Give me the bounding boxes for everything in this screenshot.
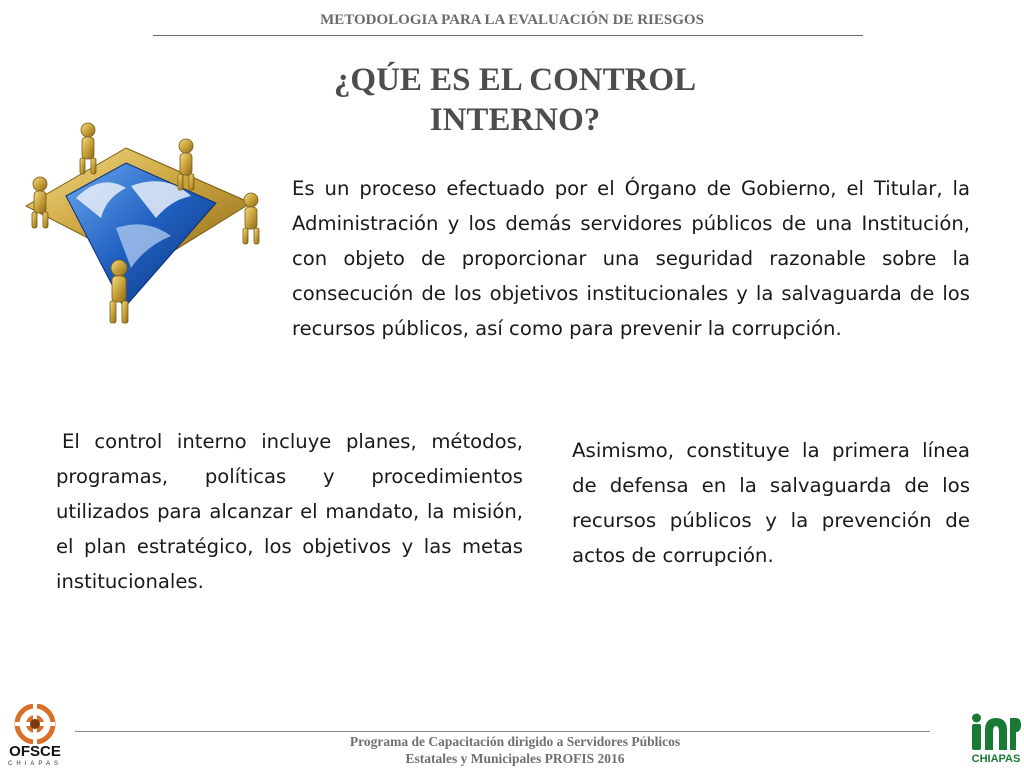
- slide-title: [230, 60, 800, 140]
- footer-program-text: [280, 733, 750, 767]
- control-interno-emblem-icon: [6, 118, 268, 330]
- footer-line-1: Programa de Capacitación dirigido a Servidores Públicos: [349, 734, 681, 749]
- iap-emblem-icon: [970, 712, 1022, 752]
- ofsce-logo: [2, 704, 68, 768]
- footer-divider: [75, 731, 930, 732]
- header-title: METODOLOGIA PARA LA EVALUACIÓN DE RIESGOS: [320, 12, 704, 28]
- ofsce-subtitle: CHIAPAS: [8, 761, 62, 767]
- iap-logo: [968, 712, 1024, 768]
- includes-text: El control interno incluye planes, métodos, programas, políticas y procedimientos utilizados para alcanzar el mandato, la misión, el plan estratégico, los objetivos y las metas institucionales.: [56, 430, 523, 593]
- definition-paragraph: Es un proceso efectuado por el Órgano de Gobierno, el Titular, la Administración y los demás servidores públicos de una Institución, con objeto de proporcionar una seguridad razonable sobre la consecución de los objetivos institucionales y la salvaguarda de los recursos públicos, así como para prevenir la corrupción.: [292, 177, 970, 340]
- slide-title-line-1: ¿QÚE ES EL CONTROL: [333, 62, 697, 98]
- ofsce-name: OFSCE: [9, 743, 61, 760]
- includes-paragraph: [56, 424, 523, 599]
- iap-name: CHIAPAS: [971, 753, 1021, 765]
- footer-line-2: Estatales y Municipales PROFIS 2016: [405, 751, 625, 766]
- ofsce-emblem-icon: [10, 704, 60, 744]
- first-line-defense-paragraph: Asimismo, constituye la primera línea de defensa en la salvaguarda de los recursos públicos y la prevención de actos de corrupción.: [572, 439, 970, 567]
- header-divider: [153, 35, 863, 36]
- slide-title-line-2: INTERNO?: [429, 102, 601, 138]
